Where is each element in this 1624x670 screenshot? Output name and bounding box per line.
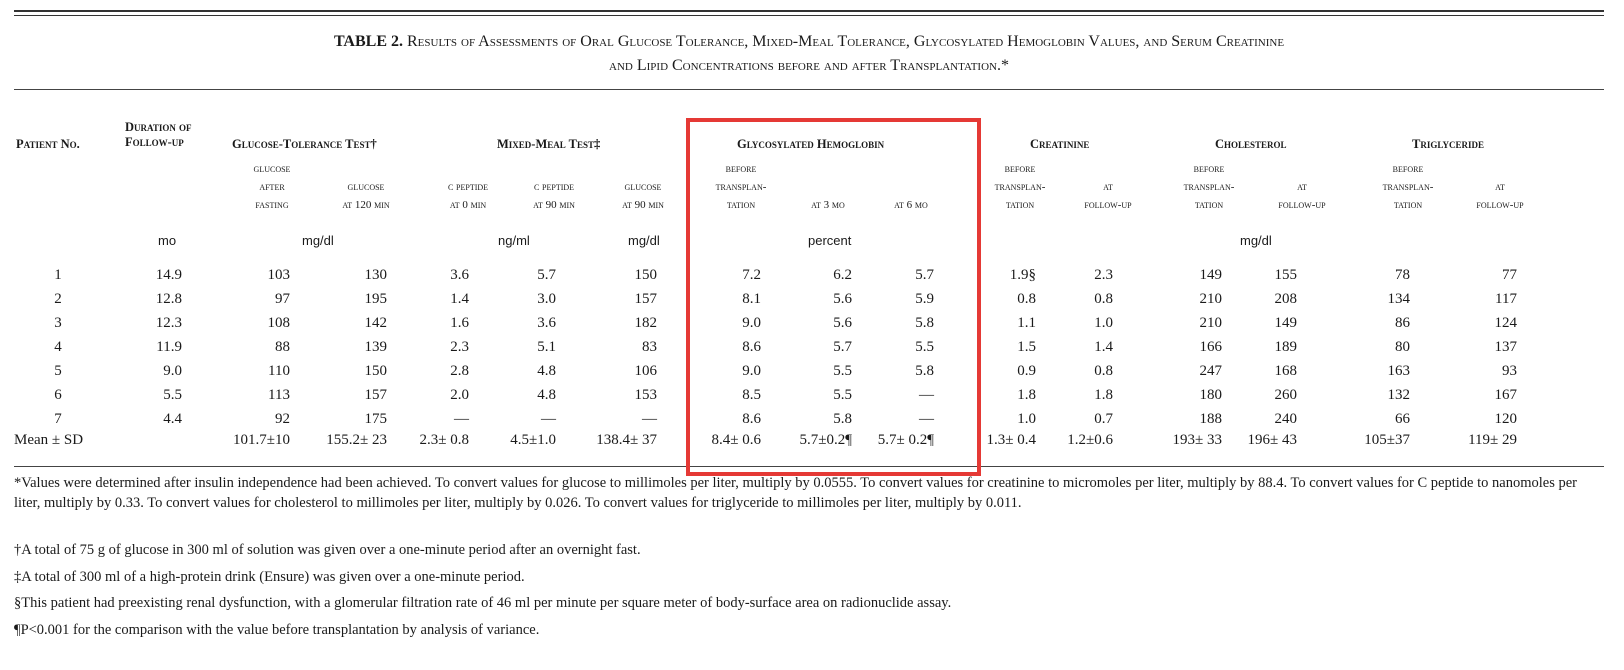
table-cell: 196± 43: [1247, 432, 1297, 448]
table-cell: 130: [364, 267, 387, 283]
table-cell: 9.0: [742, 363, 761, 379]
table-cell: —: [642, 411, 657, 427]
table-cell: 5.7± 0.2¶: [877, 432, 934, 448]
subheader-tg-follow: at: [1495, 181, 1505, 193]
header-duration-line1: Duration of: [125, 120, 192, 134]
unit-peptide: ng/ml: [498, 233, 530, 248]
table-cell: 12.8: [155, 291, 182, 307]
subheader-ch-before: transplan-: [1183, 181, 1235, 193]
table-cell: 149: [1274, 315, 1297, 331]
table-cell: 195: [364, 291, 387, 307]
table-cell: 78: [1395, 267, 1410, 283]
table-cell: 3.6: [450, 267, 469, 283]
table-cell: 8.5: [742, 387, 761, 403]
table-cell: 5.6: [833, 291, 852, 307]
subheader-mm-c0: at 0 min: [449, 199, 487, 211]
table-cell: 210: [1199, 291, 1222, 307]
header-triglyceride: Triglyceride: [1412, 137, 1485, 151]
table-cell: 150: [634, 267, 657, 283]
table-cell: 188: [1199, 411, 1222, 427]
row-label: 7: [54, 411, 62, 427]
table-cell: 189: [1274, 339, 1297, 355]
table-cell: 167: [1494, 387, 1517, 403]
table-cell: 7.2: [742, 267, 761, 283]
unit-glucose-90: mg/dl: [628, 233, 660, 248]
table-cell: 2.8: [450, 363, 469, 379]
subheader-tg-before: before: [1392, 163, 1424, 175]
table-cell: 93: [1502, 363, 1517, 379]
table-cell: 3.6: [537, 315, 556, 331]
table-cell: 3.0: [537, 291, 556, 307]
table-cell: 1.4: [1094, 339, 1113, 355]
table-cell: 110: [268, 363, 290, 379]
row-label: 3: [54, 315, 62, 331]
table-cell: 5.5: [915, 339, 934, 355]
table-cell: 5.5: [163, 387, 182, 403]
table-cell: 0.9: [1017, 363, 1036, 379]
subheader-ch-before: before: [1193, 163, 1225, 175]
subheader-tg-follow: follow-up: [1476, 199, 1524, 211]
row-label: 4: [54, 339, 62, 355]
table-cell: 4.8: [537, 363, 556, 379]
table-cell: 1.8: [1017, 387, 1036, 403]
table-cell: 5.1: [537, 339, 556, 355]
table-cell: —: [541, 411, 556, 427]
subheader-gtt-fasting: fasting: [255, 199, 289, 211]
subheader-hb-before: tation: [726, 199, 756, 211]
header-glucose-tolerance: Glucose-Tolerance Test†: [232, 137, 377, 151]
table-cell: 1.9§: [1009, 267, 1036, 283]
header-duration-line2: Follow-up: [125, 135, 184, 149]
table-cell: 1.0: [1017, 411, 1036, 427]
footnote-glucose-tolerance: †A total of 75 g of glucose in 300 ml of solution was given over a one-minute period after an overnight fast.: [14, 542, 641, 558]
table-cell: 86: [1395, 315, 1410, 331]
table-cell: 208: [1274, 291, 1297, 307]
header-patient-no: Patient No.: [16, 137, 80, 151]
table-title-line2: and Lipid Concentrations before and after Transplantation.*: [609, 57, 1009, 74]
table-cell: 113: [268, 387, 290, 403]
table-cell: 9.0: [742, 315, 761, 331]
row-label: 2: [54, 291, 62, 307]
header-creatinine: Creatinine: [1030, 137, 1090, 151]
table-cell: 6.2: [833, 267, 852, 283]
table-cell: 139: [364, 339, 387, 355]
subheader-mm-g90: at 90 min: [622, 199, 664, 211]
subheader-cr-before: tation: [1005, 199, 1035, 211]
table-cell: 182: [634, 315, 657, 331]
table-cell: 175: [364, 411, 387, 427]
footer-rule: [14, 466, 1604, 467]
table-cell: 210: [1199, 315, 1222, 331]
table-cell: 2.3± 0.8: [419, 432, 469, 448]
table-cell: 5.8: [833, 411, 852, 427]
table-cell: 9.0: [163, 363, 182, 379]
subheader-mm-g90: glucose: [624, 181, 662, 193]
table-cell: 80: [1395, 339, 1410, 355]
footnote-renal-dysfunction: §This patient had preexisting renal dysfunction, with a glomerular filtration rate of 46 ml per minute per square meter of body-surface area on radionuclide assay.: [14, 595, 952, 611]
subheader-mm-c90: at 90 min: [533, 199, 575, 211]
row-label: Mean ± SD: [14, 432, 84, 448]
table-cell: 105±37: [1364, 432, 1410, 448]
table-cell: 4.5±1.0: [510, 432, 556, 448]
subheader-hb-before: transplan-: [715, 181, 767, 193]
table-cell: 4.4: [163, 411, 182, 427]
table-cell: 83: [642, 339, 657, 355]
footnote-mixed-meal: ‡A total of 300 ml of a high-protein drink (Ensure) was given over a one-minute period.: [14, 569, 525, 585]
table-cell: 1.4: [450, 291, 469, 307]
table-cell: 119± 29: [1468, 432, 1517, 448]
table-cell: 0.7: [1094, 411, 1113, 427]
table-cell: 1.0: [1094, 315, 1113, 331]
table-cell: 138.4± 37: [596, 432, 657, 448]
table-cell: 247: [1199, 363, 1222, 379]
table-cell: 0.8: [1017, 291, 1036, 307]
table-cell: 5.7±0.2¶: [799, 432, 852, 448]
header-mixed-meal: Mixed-Meal Test‡: [497, 137, 601, 151]
subheader-ch-follow: follow-up: [1278, 199, 1326, 211]
unit-hba1c: percent: [808, 233, 852, 248]
table-cell: 5.7: [915, 267, 934, 283]
table-cell: 5.5: [833, 363, 852, 379]
table-cell: 137: [1494, 339, 1517, 355]
header-rule: [14, 89, 1604, 90]
table-cell: 120: [1494, 411, 1517, 427]
table-cell: 2.3: [1094, 267, 1113, 283]
unit-lipids: mg/dl: [1240, 233, 1272, 248]
subheader-gtt-fasting: after: [259, 181, 285, 193]
table-cell: 8.4± 0.6: [711, 432, 761, 448]
unit-duration: mo: [158, 233, 177, 248]
subheader-gtt-fasting: glucose: [253, 163, 291, 175]
table-cell: 8.1: [742, 291, 761, 307]
table-cell: 124: [1494, 315, 1517, 331]
header-glycosylated-hemoglobin: Glycosylated Hemoglobin: [737, 137, 885, 151]
table-cell: 1.6: [450, 315, 469, 331]
table-cell: 8.6: [742, 411, 761, 427]
subheader-cr-follow: at: [1103, 181, 1113, 193]
table-cell: 8.6: [742, 339, 761, 355]
table-cell: 155.2± 23: [326, 432, 387, 448]
table-cell: —: [919, 387, 934, 403]
unit-glucose: mg/dl: [302, 233, 334, 248]
subheader-tg-before: transplan-: [1382, 181, 1434, 193]
table-cell: 149: [1199, 267, 1222, 283]
table-cell: 157: [364, 387, 387, 403]
table-cell: 117: [1495, 291, 1517, 307]
table-cell: 2.0: [450, 387, 469, 403]
table-cell: 5.8: [915, 363, 934, 379]
table-cell: 240: [1274, 411, 1297, 427]
table-cell: 108: [267, 315, 290, 331]
header-cholesterol: Cholesterol: [1215, 137, 1287, 151]
subheader-hb-6: at 6 mo: [894, 199, 928, 211]
table-cell: 0.8: [1094, 291, 1113, 307]
table-cell: 11.9: [156, 339, 182, 355]
subheader-tg-before: tation: [1393, 199, 1423, 211]
table-cell: 5.7: [537, 267, 556, 283]
subheader-hb-3: at 3 mo: [811, 199, 845, 211]
table-cell: 157: [634, 291, 657, 307]
table-cell: 2.3: [450, 339, 469, 355]
subheader-gtt-120: glucose: [347, 181, 385, 193]
table-cell: 66: [1395, 411, 1410, 427]
top-rule-thin: [14, 15, 1604, 16]
table-cell: 1.1: [1017, 315, 1036, 331]
table-cell: 1.2±0.6: [1067, 432, 1113, 448]
table-cell: 5.8: [915, 315, 934, 331]
subheader-ch-follow: at: [1297, 181, 1307, 193]
table-cell: 260: [1274, 387, 1297, 403]
row-label: 1: [54, 267, 62, 283]
table-cell: 153: [634, 387, 657, 403]
table-cell: —: [454, 411, 469, 427]
table-cell: 4.8: [537, 387, 556, 403]
table-cell: 5.9: [915, 291, 934, 307]
table-cell: 14.9: [155, 267, 182, 283]
table-cell: 150: [364, 363, 387, 379]
table-cell: 101.7±10: [233, 432, 290, 448]
table-title-line1: Results of Assessments of Oral Glucose Tolerance, Mixed-Meal Tolerance, Glycosylated Hemoglobin Values, and Serum Creatinine: [407, 33, 1285, 50]
table-cell: 134: [1387, 291, 1410, 307]
subheader-hb-before: before: [725, 163, 757, 175]
table-cell: 132: [1387, 387, 1410, 403]
subheader-cr-follow: follow-up: [1084, 199, 1132, 211]
footnote-values: *Values were determined after insulin independence had been achieved. To convert values for glucose to millimoles per liter, multiply by 0.0555. To convert values for creatinine to micromoles per liter, multiply by 88.4. To convert values for C peptide to nanomoles per liter, multiply by 0.33. To convert values for cholesterol to millimoles per liter, multiply by 0.026. To convert values for triglyceride to millimoles per liter, multiply by 0.011.: [14, 475, 1577, 511]
table-cell: 88: [275, 339, 290, 355]
table-cell: 106: [634, 363, 657, 379]
table-cell: 1.8: [1094, 387, 1113, 403]
table-cell: 155: [1274, 267, 1297, 283]
table-title: [14, 30, 1604, 54]
table-cell: 92: [275, 411, 290, 427]
subheader-cr-before: transplan-: [994, 181, 1046, 193]
top-rule-thick: [14, 10, 1604, 12]
footnote-p-value: ¶P<0.001 for the comparison with the value before transplantation by analysis of variance.: [14, 622, 540, 638]
table-cell: 0.8: [1094, 363, 1113, 379]
subheader-cr-before: before: [1004, 163, 1036, 175]
row-label: 6: [54, 387, 62, 403]
table-cell: 168: [1274, 363, 1297, 379]
table-cell: 163: [1387, 363, 1410, 379]
table-cell: 1.5: [1017, 339, 1036, 355]
table-label: TABLE 2.: [333, 33, 403, 50]
table-cell: 193± 33: [1172, 432, 1222, 448]
table-cell: 12.3: [155, 315, 182, 331]
table-cell: 166: [1199, 339, 1222, 355]
table-cell: 1.3± 0.4: [986, 432, 1036, 448]
table-cell: 142: [364, 315, 387, 331]
table-cell: 97: [275, 291, 290, 307]
table-cell: 5.5: [833, 387, 852, 403]
table-cell: 5.7: [833, 339, 852, 355]
row-label: 5: [54, 363, 62, 379]
table-cell: 103: [267, 267, 290, 283]
table-cell: 5.6: [833, 315, 852, 331]
table-cell: —: [919, 411, 934, 427]
subheader-mm-c90: c peptide: [533, 181, 575, 193]
subheader-gtt-120: at 120 min: [342, 199, 390, 211]
table-cell: 77: [1502, 267, 1517, 283]
table-cell: 180: [1199, 387, 1222, 403]
subheader-ch-before: tation: [1194, 199, 1224, 211]
subheader-mm-c0: c peptide: [447, 181, 489, 193]
